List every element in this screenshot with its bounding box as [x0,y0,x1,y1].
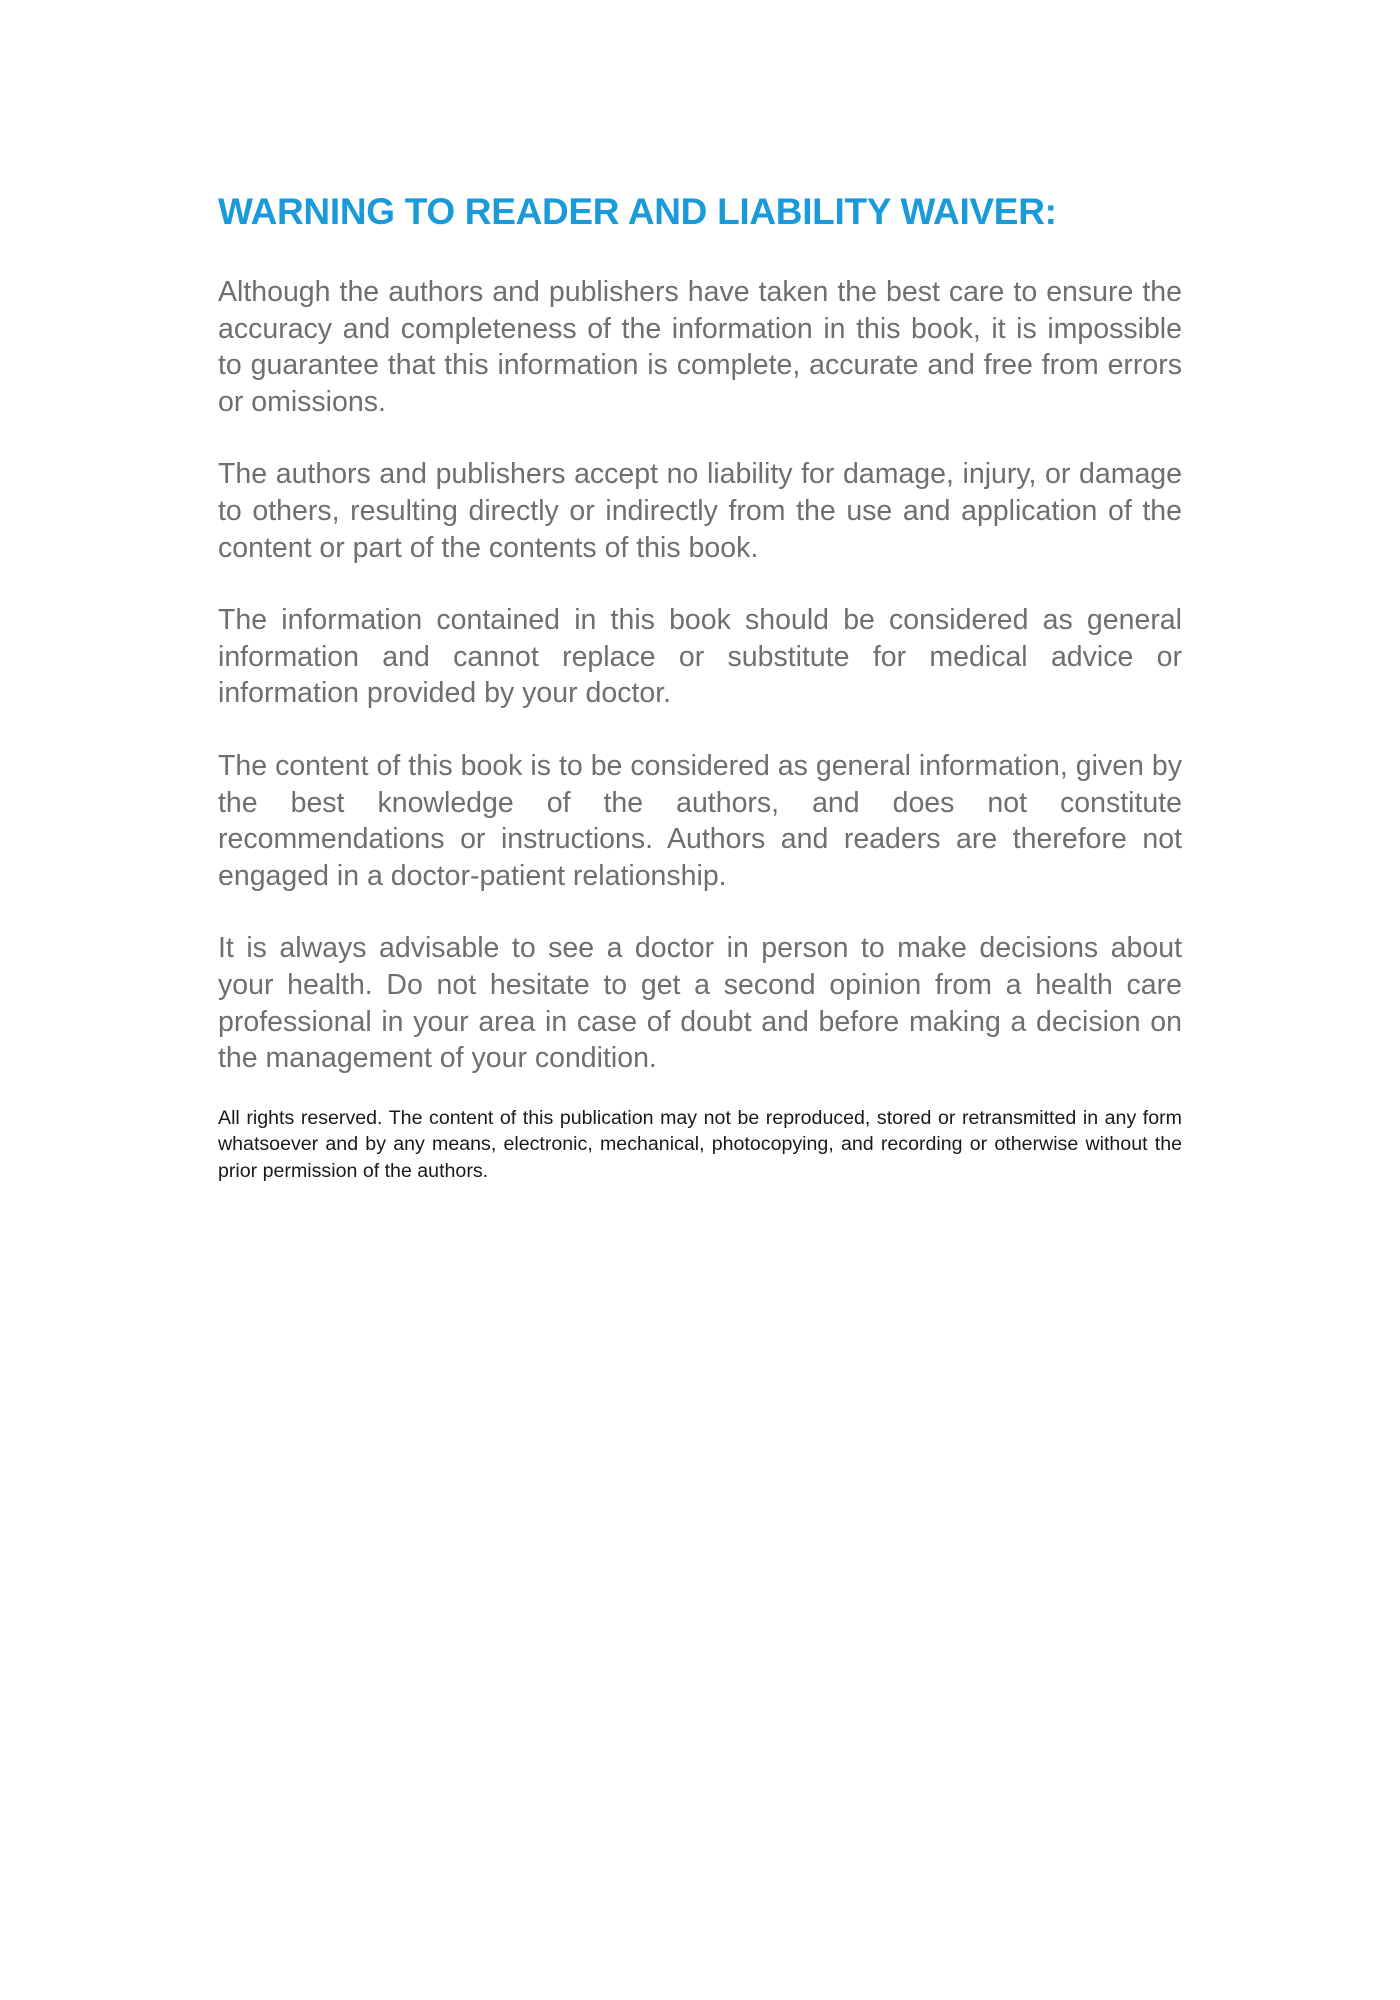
paragraph-see-a-doctor: It is always advisable to see a doctor in person to make decisions about your health. Do not hesitate to get a second opinion from a health care professional in your area in case of doubt and before making a decision on the management of your condition. [218,932,1182,1075]
page-title: WARNING TO READER AND LIABILITY WAIVER: [218,191,1057,232]
paragraph-accuracy-disclaimer: Although the authors and publishers have taken the best care to ensure the accuracy and completeness of the information in this book, it is impossible to guarantee that this information is complete, accurate and free from errors or omissions. [218,276,1182,418]
rights-notice: All rights reserved. The content of this publication may not be reproduced, stored or retransmitted in any form whatsoever and by any means, electronic, mechanical, photocopying, and recording or otherwise without the prior permission of the authors. [218,1106,1182,1182]
paragraph-liability-disclaimer: The authors and publishers accept no liability for damage, injury, or damage to others, resulting directly or indirectly from the use and application of the content or part of the contents of this book. [218,458,1182,564]
document-page [218,190,1182,1184]
paragraph-general-information: The information contained in this book should be considered as general information and cannot replace or substitute for medical advice or information provided by your doctor. [218,604,1182,710]
paragraph-no-doctor-patient-relationship: The content of this book is to be considered as general information, given by the best knowledge of the authors, and does not constitute recommendations or instructions. Authors and readers are therefore not engaged in a doctor-patient relationship. [218,749,1182,892]
